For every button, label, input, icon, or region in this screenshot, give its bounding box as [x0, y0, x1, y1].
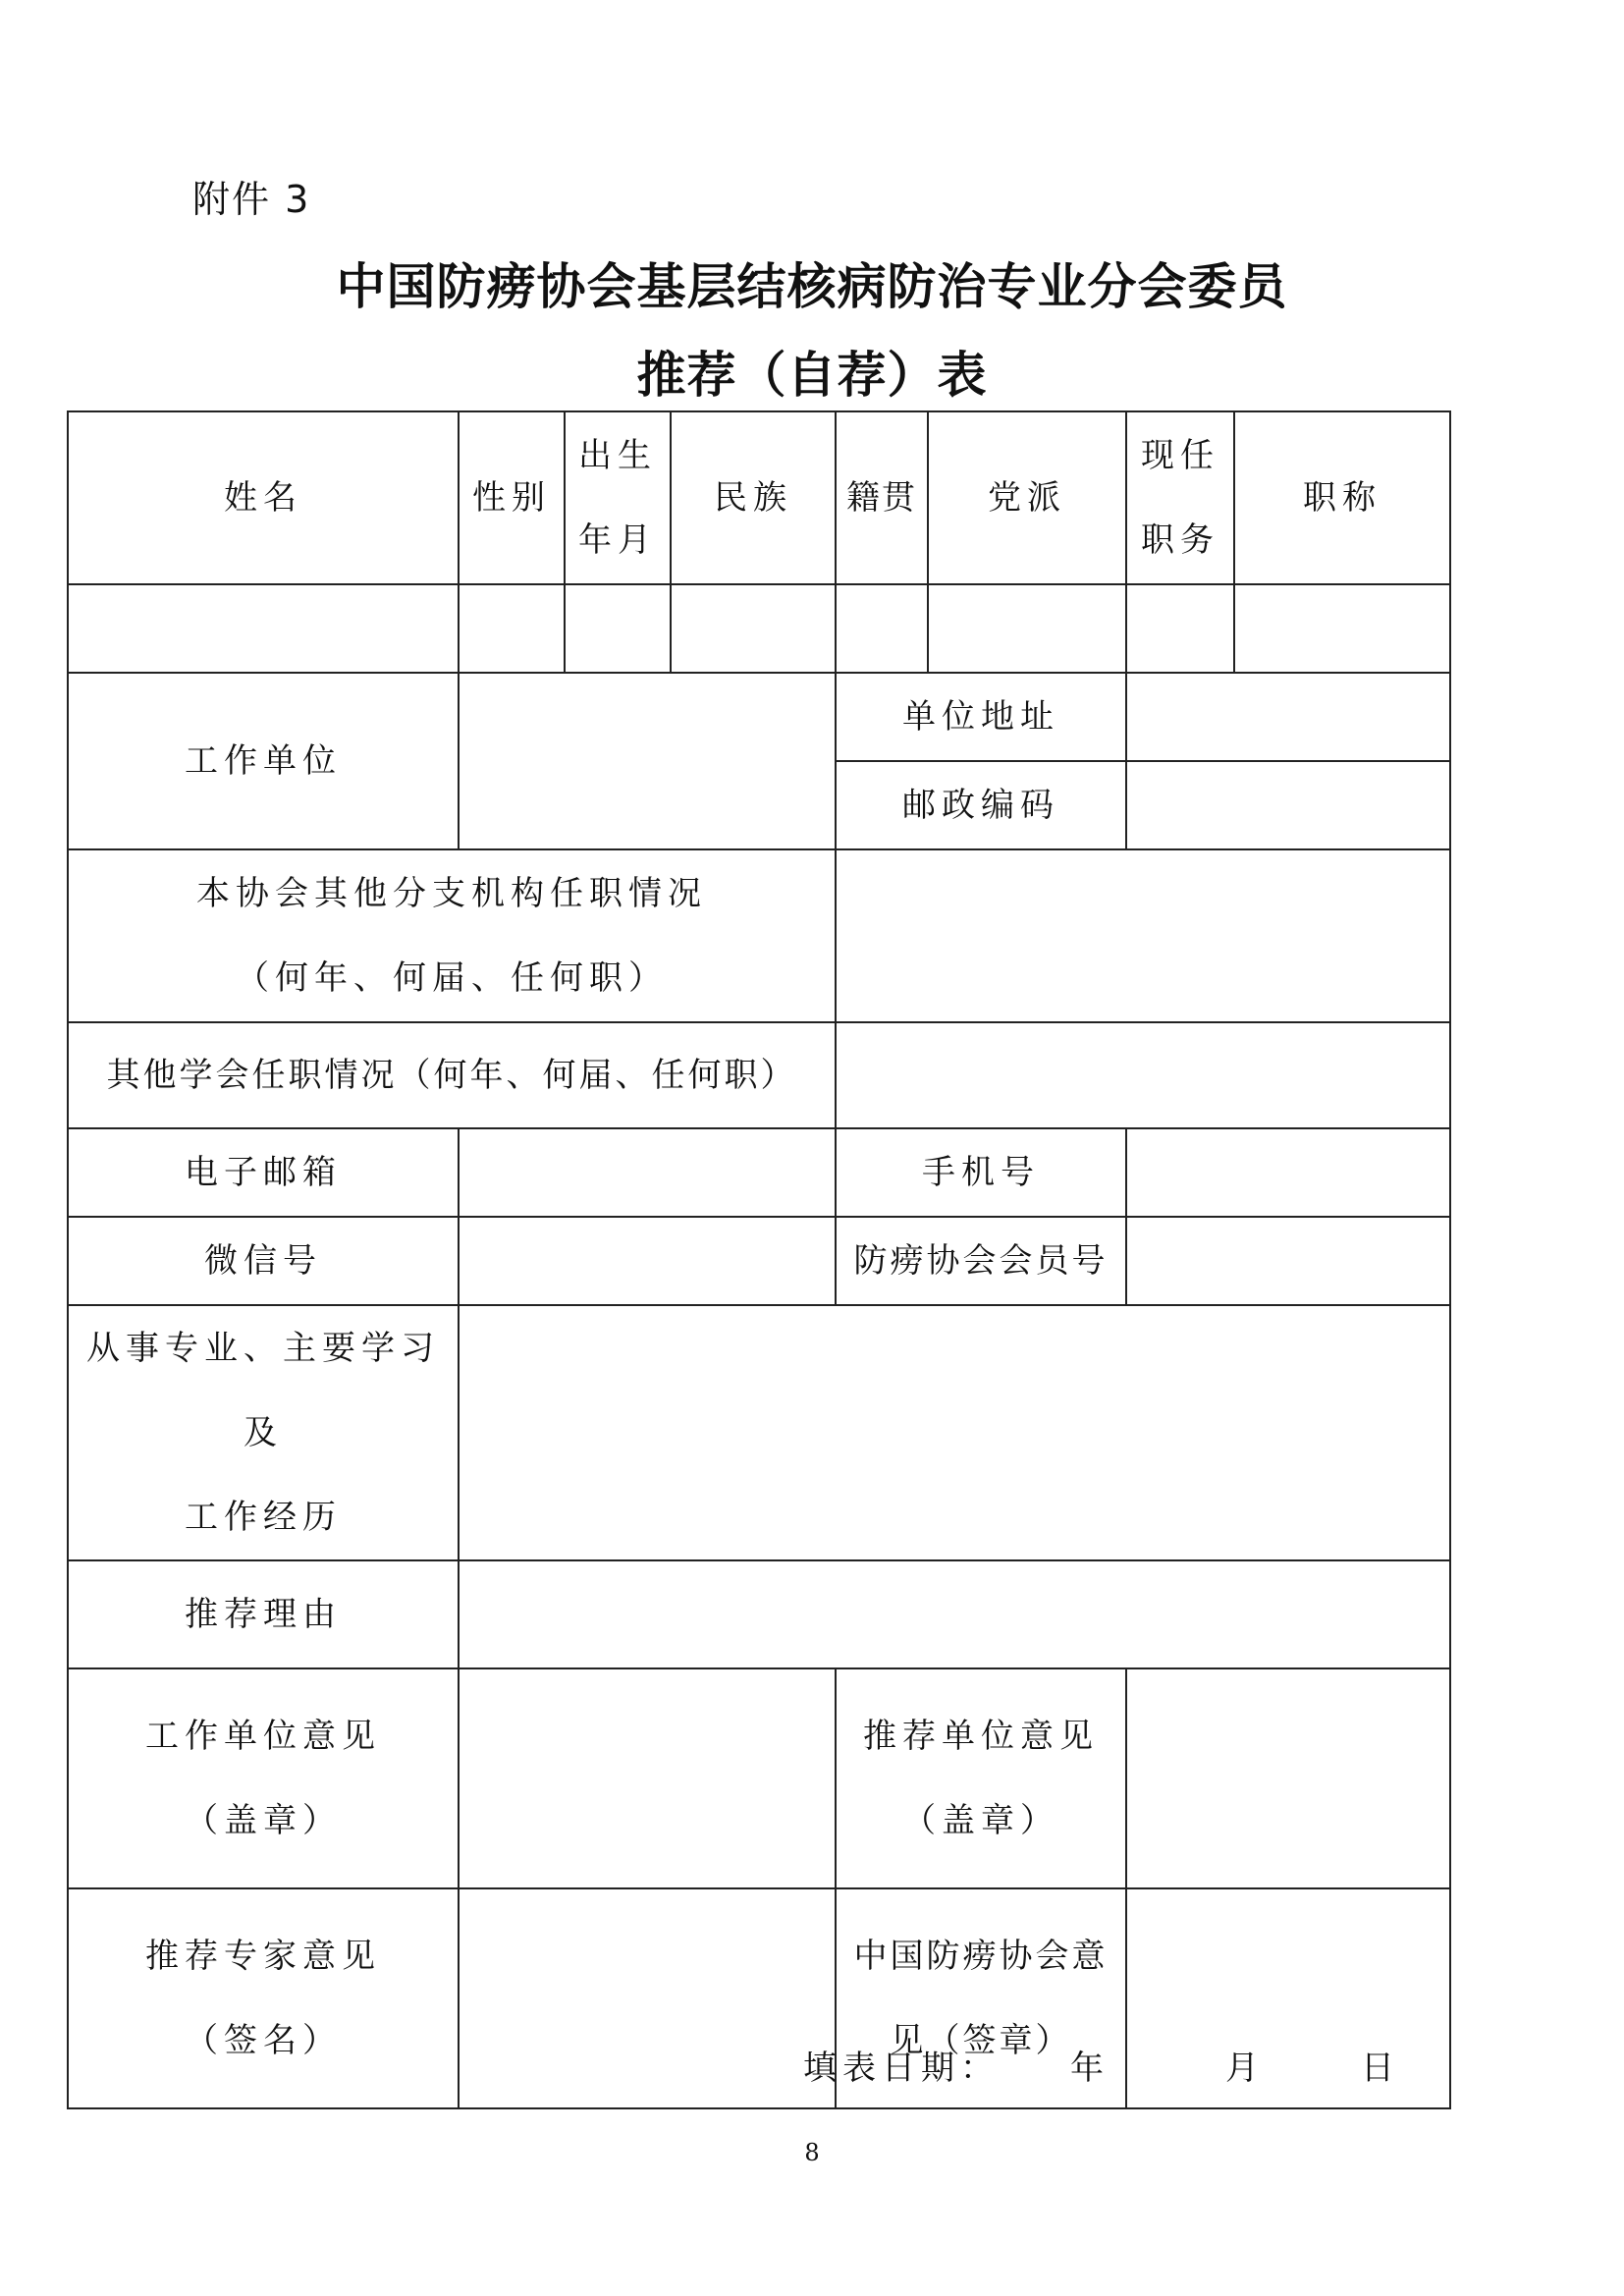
unit-opinion-label: 工作单位意见 （盖章）: [68, 1668, 459, 1888]
ethnicity-field[interactable]: [671, 584, 836, 673]
ethnicity-header: 民族: [671, 411, 836, 584]
page-number: 8: [804, 2139, 820, 2166]
gender-header: 性别: [459, 411, 565, 584]
position-field[interactable]: [1126, 584, 1234, 673]
wechat-label: 微信号: [68, 1217, 459, 1305]
title-field[interactable]: [1234, 584, 1450, 673]
attachment-label: 附件 3: [192, 178, 311, 221]
work-unit-row: [68, 673, 1450, 761]
branch-roles-label: 本协会其他分支机构任职情况 （何年、何届、任何职）: [68, 849, 836, 1022]
member-no-label: 防痨协会会员号: [836, 1217, 1126, 1305]
assoc-opinion-field[interactable]: [1126, 1888, 1450, 2108]
rec-unit-opinion-label: 推荐单位意见 （盖章）: [836, 1668, 1126, 1888]
other-society-label: 其他学会任职情况（何年、何届、任何职）: [68, 1022, 836, 1128]
position-header: 现任 职务: [1126, 411, 1234, 584]
recommendation-form: [67, 410, 1451, 2109]
email-label: 电子邮箱: [68, 1128, 459, 1217]
branch-roles-field[interactable]: [836, 849, 1450, 1022]
name-field[interactable]: [68, 584, 459, 673]
branch-roles-row: [68, 849, 1450, 1022]
date-year: 年: [1070, 2049, 1110, 2088]
expert-opinion-field[interactable]: [459, 1888, 836, 2108]
date-label: 填表日期：: [803, 2049, 1000, 2088]
other-society-row: [68, 1022, 1450, 1128]
assoc-opinion-label: 中国防痨协会意 见（签章）: [836, 1888, 1126, 2108]
reason-label: 推荐理由: [68, 1560, 459, 1668]
reason-row: [68, 1560, 1450, 1668]
birth-header: 出生 年月: [565, 411, 671, 584]
work-unit-label: 工作单位: [68, 673, 459, 849]
wechat-row: [68, 1217, 1450, 1305]
personal-info-row: [68, 584, 1450, 673]
unit-address-label: 单位地址: [836, 673, 1126, 761]
unit-opinion-row: [68, 1668, 1450, 1888]
email-field[interactable]: [459, 1128, 836, 1217]
header-row: [68, 411, 1450, 584]
form-subtitle: 推荐（自荐）表: [636, 346, 988, 404]
birth-field[interactable]: [565, 584, 671, 673]
gender-field[interactable]: [459, 584, 565, 673]
title-header: 职称: [1234, 411, 1450, 584]
member-no-field[interactable]: [1126, 1217, 1450, 1305]
career-label: 从事专业、主要学习及 工作经历: [68, 1305, 459, 1560]
party-field[interactable]: [928, 584, 1126, 673]
rec-unit-opinion-field[interactable]: [1126, 1668, 1450, 1888]
other-society-field[interactable]: [836, 1022, 1450, 1128]
form-title: 中国防痨协会基层结核病防治专业分会委员: [336, 257, 1288, 315]
name-header: 姓名: [68, 411, 459, 584]
mobile-field[interactable]: [1126, 1128, 1450, 1217]
unit-address-field[interactable]: [1126, 673, 1450, 761]
party-header: 党派: [928, 411, 1126, 584]
native-place-field[interactable]: [836, 584, 928, 673]
wechat-field[interactable]: [459, 1217, 836, 1305]
postal-code-label: 邮政编码: [836, 761, 1126, 849]
work-unit-field[interactable]: [459, 673, 836, 849]
career-field[interactable]: [459, 1305, 1450, 1560]
career-row: [68, 1305, 1450, 1560]
date-day: 日: [1361, 2049, 1400, 2088]
reason-field[interactable]: [459, 1560, 1450, 1668]
expert-opinion-label: 推荐专家意见 （签名）: [68, 1888, 459, 2108]
postal-code-field[interactable]: [1126, 761, 1450, 849]
email-row: [68, 1128, 1450, 1217]
date-month: 月: [1225, 2049, 1265, 2088]
unit-opinion-field[interactable]: [459, 1668, 836, 1888]
mobile-label: 手机号: [836, 1128, 1126, 1217]
native-place-header: 籍贯: [836, 411, 928, 584]
